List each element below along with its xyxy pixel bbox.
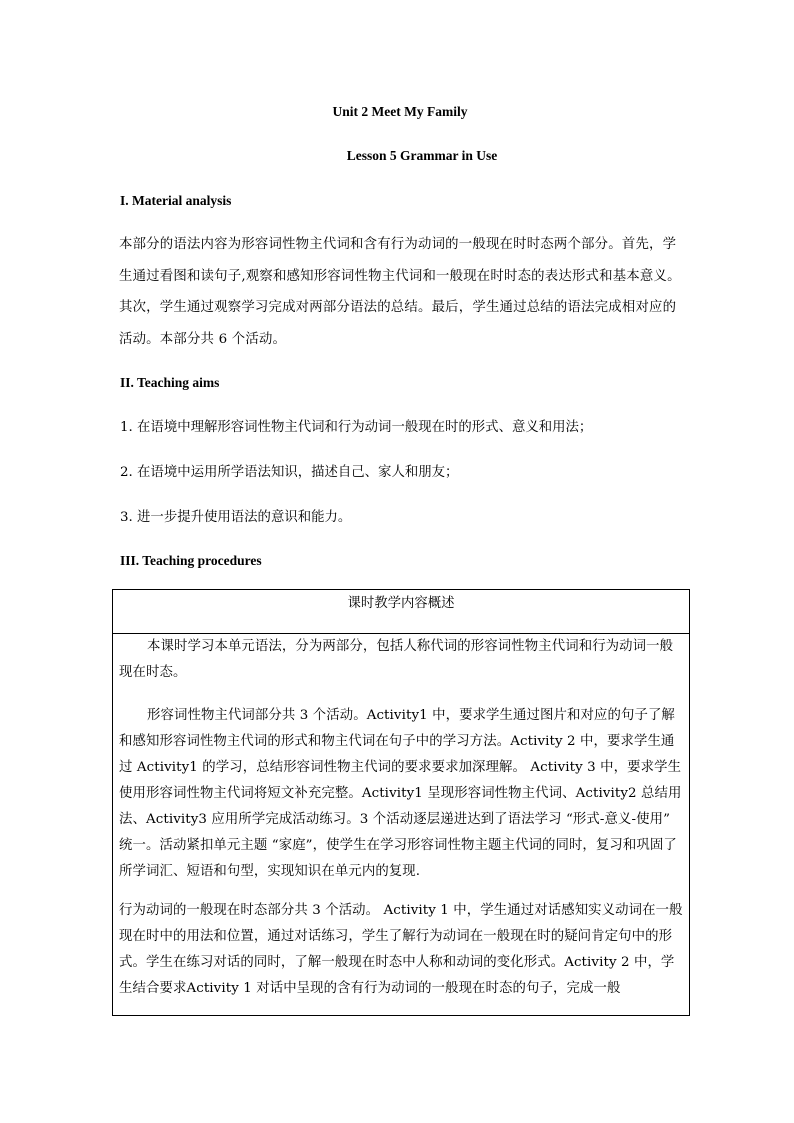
section-heading-procedures: III. Teaching procedures	[120, 553, 262, 568]
aim-item-2: 2. 在语境中运用所学语法知识，描述自己、家人和朋友；	[120, 465, 459, 480]
aim-item-3: 3. 进一步提升使用语法的意识和能力。	[120, 510, 352, 525]
table-body	[113, 634, 689, 1002]
lesson-subtitle: Lesson 5 Grammar in Use	[346, 148, 498, 163]
aim-item-1: 1. 在语境中理解形容词性物主代词和行为动词一般现在时的形式、意义和用法；	[120, 420, 593, 435]
procedures-table	[112, 589, 690, 1016]
table-header: 课时教学内容概述	[113, 590, 689, 634]
section-heading-material: I. Material analysis	[120, 193, 232, 208]
material-analysis-paragraph: 本部分的语法内容为形容词性物主代词和含有行为动词的一般现在时时态两个部分。首先，学生通过看图和读句子,观察和感知形容词性物主代词和一般现在时时态的表达形式和基本意义。其次，学生通过观察学习完成对两部分语法的总结。最后，学生通过总结的语法完成相对应的活动。本部分共 6 个活动。	[119, 237, 681, 347]
document-title: Unit 2 Meet My Family	[332, 104, 468, 119]
table-paragraph-possessive: 形容词性物主代词部分共 3 个活动。Activity1 中，要求学生通过图片和对应的句子了解和感知形容词性物主代词的形式和物主代词在句子中的学习方法。Activity 2 中，要求学生通过 Activity1 的学习，总结形容词性物主代词的要求要求加深理解。 Activity 3 中，要求学生使用形容词性物主代词将短文补充完整。Activity1 呈现形容词性物主代词、Activity2 总结用法、Activity3 应用所学完成活动练习。3 个活动逐层递进达到了语法学习 “形式-意义-使用” 统一。活动紧扣单元主题 “家庭”，使学生在学习形容词性物主题主代词的同时，复习和巩固了所学词汇、短语和句型，实现知识在单元内的复现.	[119, 708, 682, 879]
table-paragraph-present-tense: 行为动词的一般现在时态部分共 3 个活动。 Activity 1 中，学生通过对话感知实义动词在一般现在时中的用法和位置，通过对话练习，学生了解行为动词在一般现在时的疑问肯定句中的形式。学生在练习对话的同时，了解一般现在时态中人称和动词的变化形式。Activity 2 中，学生结合要求Activity 1 对话中呈现的含有行为动词的一般现在时态的句子，完成一般	[119, 903, 683, 996]
table-paragraph-overview: 本课时学习本单元语法，分为两部分，包括人称代词的形容词性物主代词和行为动词一般现在时态。	[119, 639, 674, 680]
section-heading-aims: II. Teaching aims	[120, 375, 220, 390]
